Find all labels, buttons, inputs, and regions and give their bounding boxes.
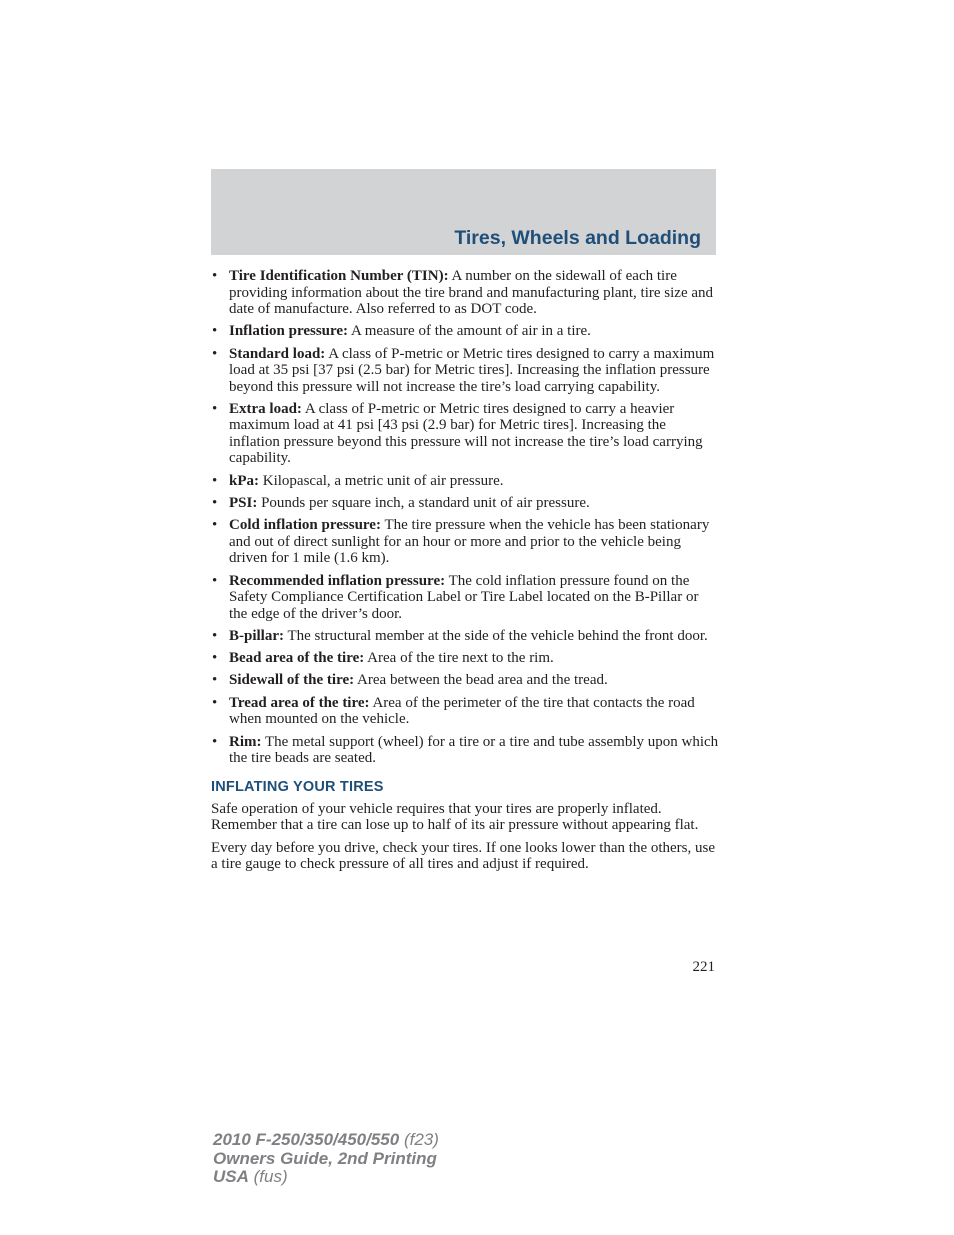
body-paragraph: Every day before you drive, check your tires. If one looks lower than the others, use a tire gauge to check pressure of all tires and adjust if required.: [211, 839, 716, 873]
definition-item: [211, 401, 719, 467]
definition-term: Sidewall of the tire:: [229, 672, 355, 689]
bullet-icon: •: [212, 672, 218, 689]
definition-term: PSI:: [229, 494, 258, 511]
footer-market: USA: [213, 1167, 249, 1186]
definition-term: Bead area of the tire:: [229, 650, 365, 667]
definition-item: [211, 573, 719, 623]
section-heading: INFLATING YOUR TIRES: [211, 778, 384, 795]
definition-item: [211, 695, 719, 728]
definition-item: [211, 268, 719, 318]
bullet-icon: •: [212, 472, 218, 489]
bullet-icon: •: [212, 400, 218, 417]
definition-item: [211, 734, 719, 767]
bullet-icon: •: [212, 572, 218, 589]
definition-text: Area of the perimeter of the tire that contacts the road when mounted on the vehicle.: [229, 694, 695, 728]
bullet-icon: •: [212, 494, 218, 511]
definition-text: The cold inflation pressure found on the Safety Compliance Certification Label or Tire Label located on the B-Pillar or the edge of the driver’s door.: [229, 572, 699, 622]
definition-item: [211, 495, 719, 512]
bullet-icon: •: [212, 694, 218, 711]
footer-model: 2010 F-250/350/450/550: [213, 1130, 400, 1149]
definition-term: Standard load:: [229, 345, 326, 362]
definition-text: Pounds per square inch, a standard unit of air pressure.: [257, 494, 590, 511]
page-content: [211, 268, 719, 879]
definition-text: A class of P-metric or Metric tires designed to carry a heavier maximum load at 41 psi [43 psi (2.9 bar) for Metric tires]. Increasing the inflation pressure beyond this pressure will not increase the tire’s load carrying capability.: [229, 400, 703, 467]
definition-text: A measure of the amount of air in a tire.: [348, 323, 591, 340]
bullet-icon: •: [212, 268, 218, 284]
definition-term: kPa:: [229, 472, 259, 489]
chapter-header-band: [211, 169, 716, 255]
bullet-icon: •: [212, 323, 218, 340]
bullet-icon: •: [212, 733, 218, 750]
definition-term: B-pillar:: [229, 627, 284, 644]
definition-term: Rim:: [229, 733, 262, 750]
definition-item: [211, 323, 719, 340]
footer-model-code: (f23): [399, 1130, 439, 1149]
definition-text: The metal support (wheel) for a tire or a tire and tube assembly upon which the tire beads are seated.: [229, 733, 719, 767]
page-number: 221: [692, 959, 715, 975]
definition-item: [211, 628, 719, 645]
chapter-title: Tires, Wheels and Loading: [454, 227, 701, 249]
definition-term: Tread area of the tire:: [229, 694, 370, 711]
definition-term: Extra load:: [229, 400, 302, 417]
document-footer: [213, 1131, 439, 1187]
definition-text: Area of the tire next to the rim.: [364, 650, 554, 667]
definition-item: [211, 672, 719, 689]
definition-item: [211, 650, 719, 667]
definition-term: Cold inflation pressure:: [229, 517, 381, 534]
definition-item: [211, 346, 719, 396]
definition-text: The tire pressure when the vehicle has been stationary and out of direct sunlight for an hour or more and prior to the vehicle being driven for 1 mile (1.6 km).: [229, 517, 710, 567]
definition-text: A number on the sidewall of each tire providing information about the tire brand and manufacturing plant, tire size and date of manufacture. Also referred to as DOT code.: [229, 268, 714, 317]
footer-line-market: [213, 1168, 439, 1187]
definition-item: [211, 473, 719, 490]
definition-term: Tire Identification Number (TIN):: [229, 268, 449, 284]
bullet-icon: •: [212, 345, 218, 362]
definition-text: Area between the bead area and the tread.: [354, 672, 608, 689]
definition-text: Kilopascal, a metric unit of air pressure.: [259, 472, 504, 489]
definition-text: A class of P-metric or Metric tires designed to carry a maximum load at 35 psi [37 psi (2.5 bar) for Metric tires]. Increasing the inflation pressure beyond this pressure will not increase the tire’s load carrying capability.: [229, 345, 715, 395]
bullet-icon: •: [212, 627, 218, 644]
footer-line-guide: Owners Guide, 2nd Printing: [213, 1148, 437, 1168]
footer-line-model: [213, 1131, 439, 1150]
definition-term: Inflation pressure:: [229, 323, 349, 340]
bullet-icon: •: [212, 650, 218, 667]
definition-list: [211, 268, 719, 767]
footer-market-code: (fus): [248, 1167, 288, 1186]
definition-text: The structural member at the side of the vehicle behind the front door.: [284, 627, 708, 644]
body-paragraph: Safe operation of your vehicle requires that your tires are properly inflated. Remember that a tire can lose up to half of its air pressure without appearing flat.: [211, 800, 699, 834]
definition-item: [211, 517, 719, 567]
definition-term: Recommended inflation pressure:: [229, 572, 446, 589]
bullet-icon: •: [212, 517, 218, 534]
